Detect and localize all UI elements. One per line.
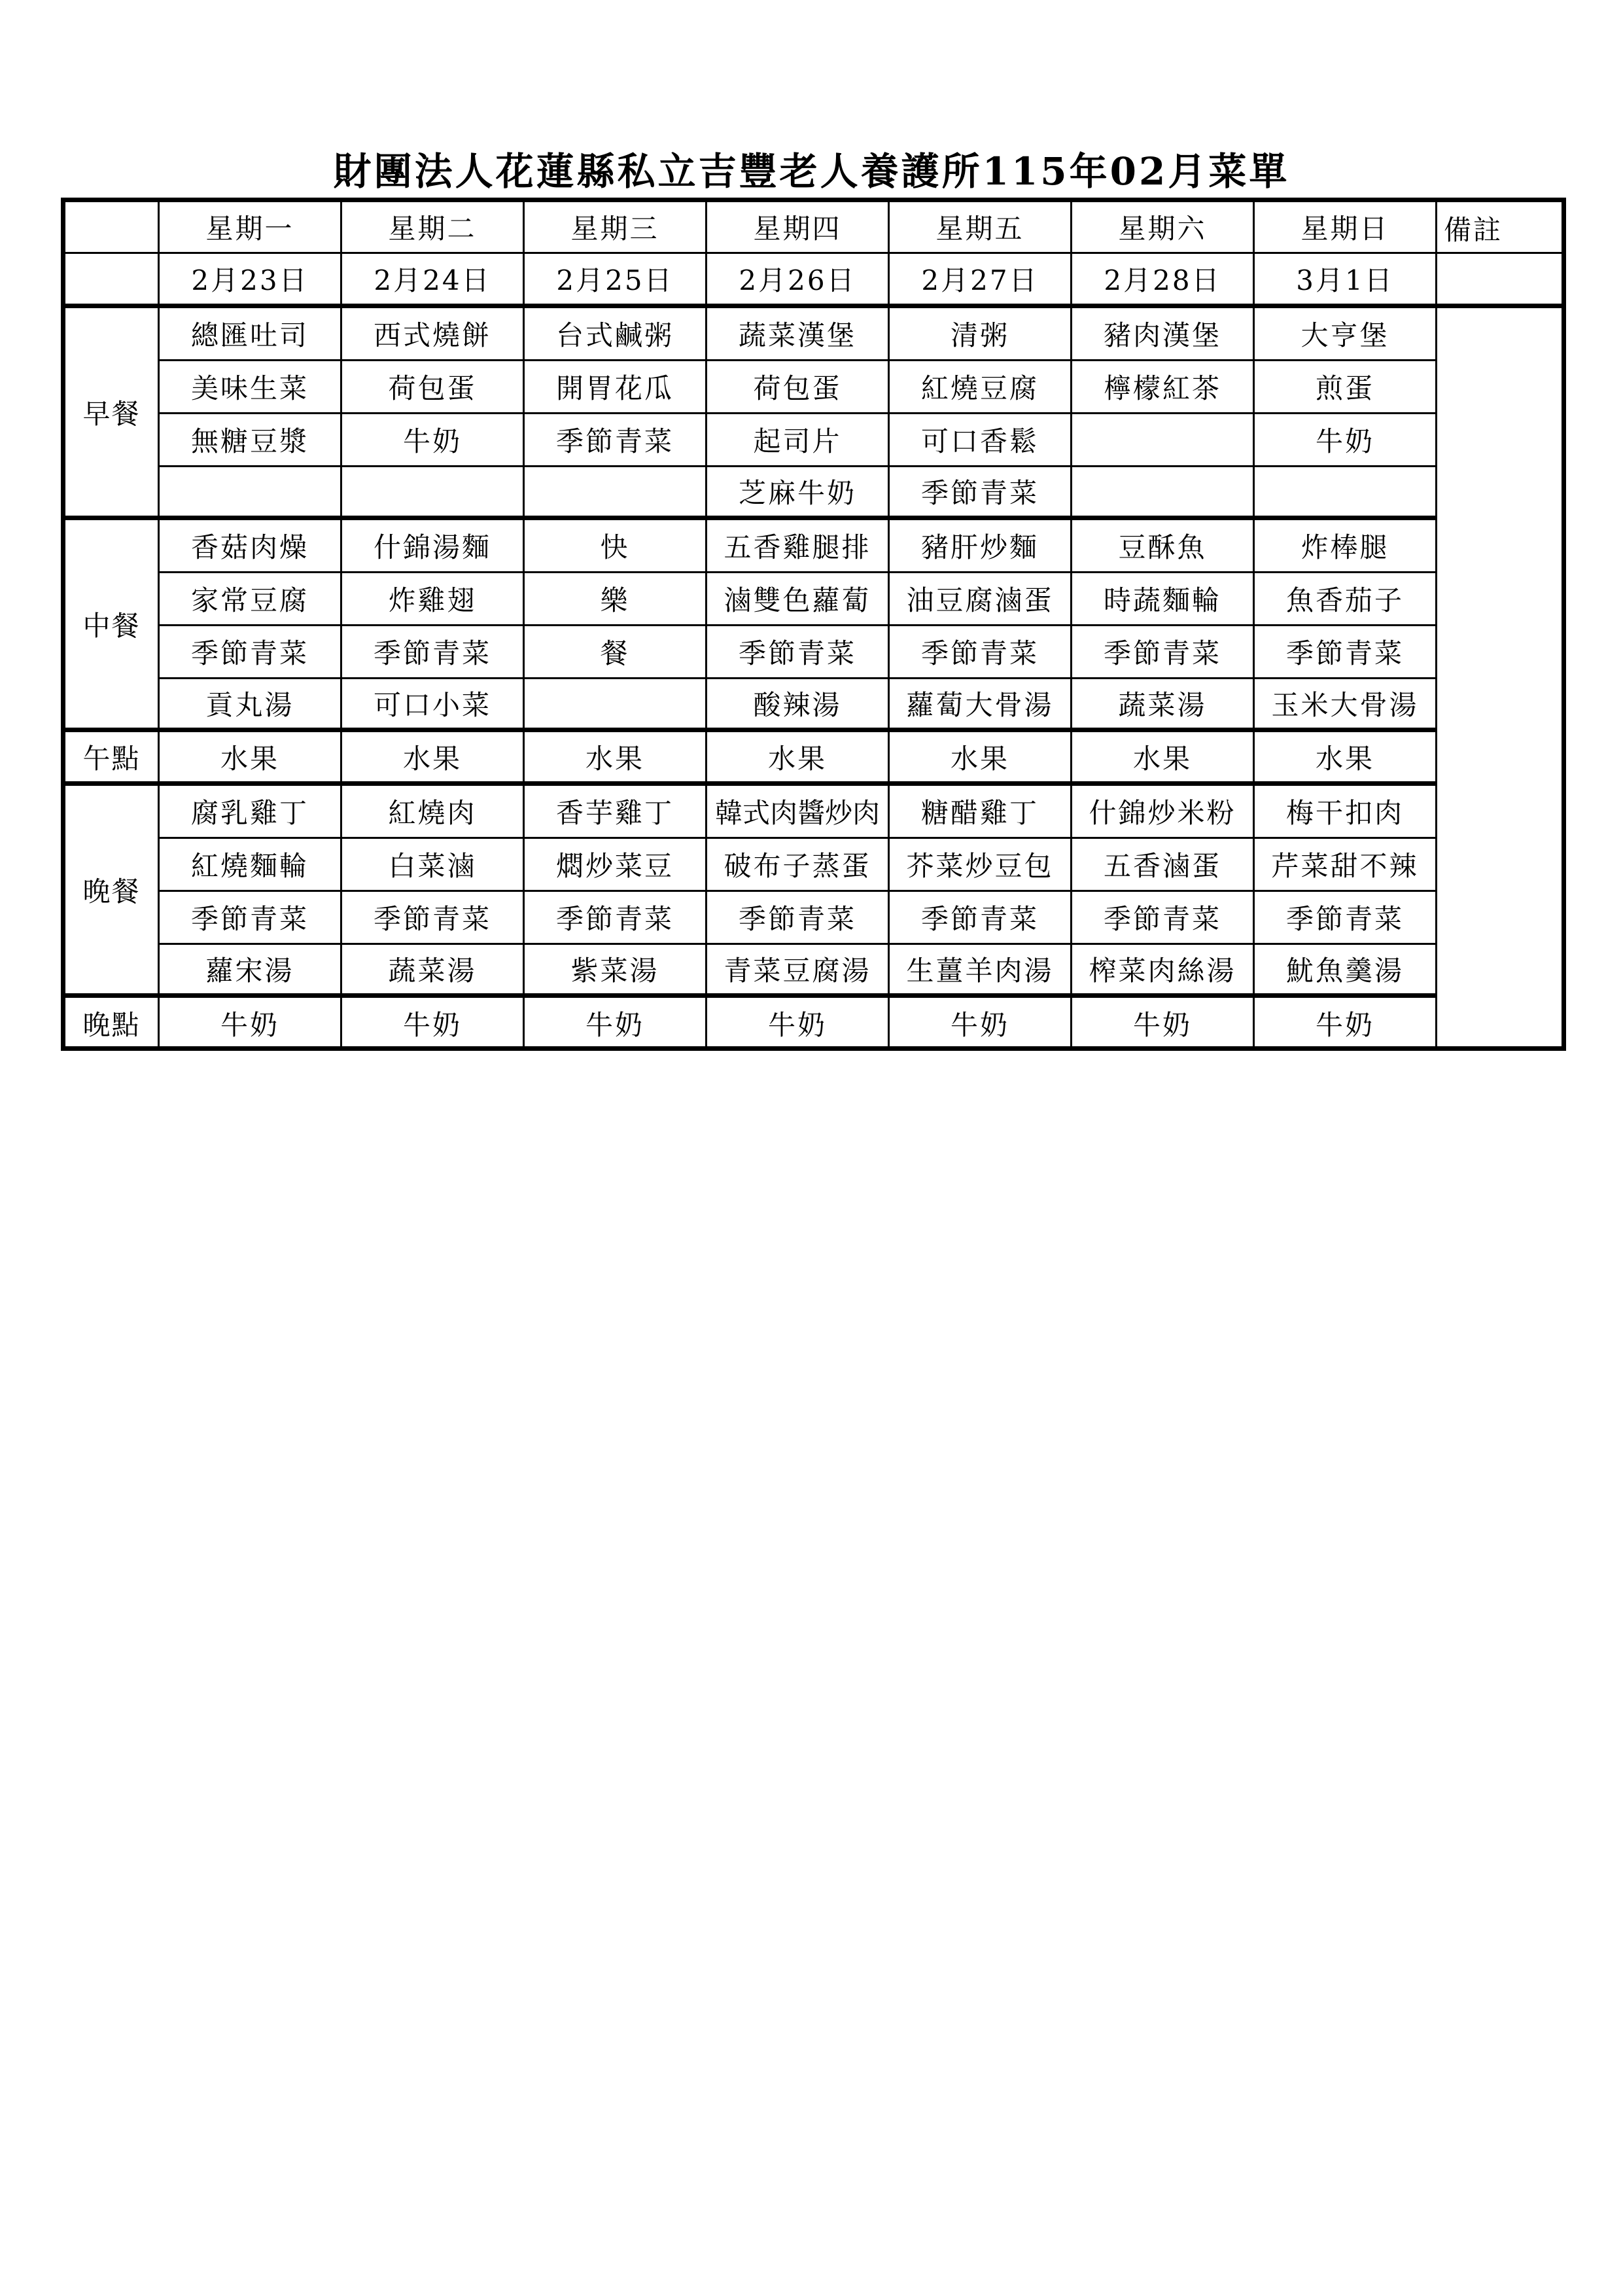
breakfast-dish: 煎蛋 <box>1255 361 1437 414</box>
lunch-dish: 酸辣湯 <box>707 679 890 732</box>
day-header: 星期五 <box>890 202 1072 254</box>
menu-grid <box>65 202 1562 1046</box>
breakfast-dish: 起司片 <box>707 414 890 467</box>
breakfast-dish: 台式鹹粥 <box>525 308 707 361</box>
lunch-dish: 貢丸湯 <box>160 679 342 732</box>
afternoon-snack-dish: 水果 <box>525 732 707 786</box>
dinner-dish: 季節青菜 <box>160 892 342 945</box>
breakfast-dish: 季節青菜 <box>890 467 1072 520</box>
dinner-dish: 糖醋雞丁 <box>890 786 1072 839</box>
breakfast-dish: 西式燒餅 <box>342 308 525 361</box>
date-cell: 2月23日 <box>160 254 342 308</box>
lunch-dish: 豆酥魚 <box>1072 520 1255 573</box>
afternoon-snack-dish: 水果 <box>1255 732 1437 786</box>
date-cell: 2月28日 <box>1072 254 1255 308</box>
breakfast-dish: 美味生菜 <box>160 361 342 414</box>
dinner-dish: 榨菜肉絲湯 <box>1072 945 1255 998</box>
night-snack-dish: 牛奶 <box>525 998 707 1048</box>
breakfast-dish <box>525 467 707 520</box>
lunch-dish: 蘿蔔大骨湯 <box>890 679 1072 732</box>
day-header: 星期日 <box>1255 202 1437 254</box>
header-corner <box>65 202 160 254</box>
lunch-dish: 五香雞腿排 <box>707 520 890 573</box>
night-snack-dish: 牛奶 <box>160 998 342 1048</box>
breakfast-dish: 季節青菜 <box>525 414 707 467</box>
breakfast-dish: 蔬菜漢堡 <box>707 308 890 361</box>
breakfast-dish: 清粥 <box>890 308 1072 361</box>
dinner-dish: 季節青菜 <box>525 892 707 945</box>
lunch-dish: 可口小菜 <box>342 679 525 732</box>
dinner-dish: 紅燒肉 <box>342 786 525 839</box>
lunch-dish: 什錦湯麵 <box>342 520 525 573</box>
breakfast-dish: 芝麻牛奶 <box>707 467 890 520</box>
dinner-dish: 生薑羊肉湯 <box>890 945 1072 998</box>
breakfast-dish <box>1072 414 1255 467</box>
lunch-dish: 炸雞翅 <box>342 573 525 626</box>
night-snack-dish: 牛奶 <box>342 998 525 1048</box>
breakfast-dish: 牛奶 <box>342 414 525 467</box>
night-snack-dish: 牛奶 <box>890 998 1072 1048</box>
lunch-dish: 玉米大骨湯 <box>1255 679 1437 732</box>
breakfast-dish: 大亨堡 <box>1255 308 1437 361</box>
night-snack-dish: 牛奶 <box>707 998 890 1048</box>
dinner-dish: 青菜豆腐湯 <box>707 945 890 998</box>
afternoon-snack-dish: 水果 <box>707 732 890 786</box>
breakfast-dish: 可口香鬆 <box>890 414 1072 467</box>
remark-header: 備註 <box>1437 202 1562 254</box>
breakfast-dish: 無糖豆漿 <box>160 414 342 467</box>
breakfast-dish: 開胃花瓜 <box>525 361 707 414</box>
lunch-dish: 季節青菜 <box>1072 626 1255 679</box>
dinner-dish: 紅燒麵輪 <box>160 839 342 892</box>
lunch-dish: 樂 <box>525 573 707 626</box>
dinner-dish: 魷魚羹湯 <box>1255 945 1437 998</box>
breakfast-dish: 豬肉漢堡 <box>1072 308 1255 361</box>
day-header: 星期三 <box>525 202 707 254</box>
lunch-dish: 快 <box>525 520 707 573</box>
breakfast-dish <box>1072 467 1255 520</box>
day-header: 星期六 <box>1072 202 1255 254</box>
dinner-dish: 什錦炒米粉 <box>1072 786 1255 839</box>
night-snack-label: 晚點 <box>65 998 160 1048</box>
day-header: 星期一 <box>160 202 342 254</box>
lunch-dish: 季節青菜 <box>160 626 342 679</box>
date-cell: 2月27日 <box>890 254 1072 308</box>
dinner-dish: 芹菜甜不辣 <box>1255 839 1437 892</box>
breakfast-dish: 總匯吐司 <box>160 308 342 361</box>
lunch-dish: 家常豆腐 <box>160 573 342 626</box>
lunch-dish: 油豆腐滷蛋 <box>890 573 1072 626</box>
breakfast-dish: 荷包蛋 <box>707 361 890 414</box>
dinner-dish: 蔬菜湯 <box>342 945 525 998</box>
breakfast-label: 早餐 <box>65 308 160 520</box>
lunch-dish: 季節青菜 <box>1255 626 1437 679</box>
afternoon-snack-dish: 水果 <box>1072 732 1255 786</box>
dinner-dish: 蘿宋湯 <box>160 945 342 998</box>
page-title: 財團法人花蓮縣私立吉豐老人養護所115年02月菜單 <box>333 149 1290 194</box>
lunch-dish: 香菇肉燥 <box>160 520 342 573</box>
breakfast-dish: 檸檬紅茶 <box>1072 361 1255 414</box>
date-cell: 2月25日 <box>525 254 707 308</box>
dinner-dish: 燜炒菜豆 <box>525 839 707 892</box>
lunch-dish: 時蔬麵輪 <box>1072 573 1255 626</box>
afternoon-snack-label: 午點 <box>65 732 160 786</box>
date-cell: 3月1日 <box>1255 254 1437 308</box>
dinner-dish: 韓式肉醬炒肉 <box>707 786 890 839</box>
breakfast-dish <box>160 467 342 520</box>
date-cell: 2月26日 <box>707 254 890 308</box>
dinner-dish: 腐乳雞丁 <box>160 786 342 839</box>
day-header: 星期四 <box>707 202 890 254</box>
breakfast-dish: 紅燒豆腐 <box>890 361 1072 414</box>
remark-date-blank <box>1437 254 1562 308</box>
night-snack-dish: 牛奶 <box>1072 998 1255 1048</box>
dinner-dish: 季節青菜 <box>1072 892 1255 945</box>
menu-table <box>61 198 1566 1051</box>
dinner-dish: 紫菜湯 <box>525 945 707 998</box>
dinner-label: 晚餐 <box>65 786 160 998</box>
afternoon-snack-dish: 水果 <box>342 732 525 786</box>
lunch-label: 中餐 <box>65 520 160 732</box>
dinner-dish: 季節青菜 <box>707 892 890 945</box>
dinner-dish: 五香滷蛋 <box>1072 839 1255 892</box>
dinner-dish: 芥菜炒豆包 <box>890 839 1072 892</box>
dinner-dish: 香芋雞丁 <box>525 786 707 839</box>
night-snack-dish: 牛奶 <box>1255 998 1437 1048</box>
dinner-dish: 季節青菜 <box>890 892 1072 945</box>
dinner-dish: 破布子蒸蛋 <box>707 839 890 892</box>
lunch-dish <box>525 679 707 732</box>
breakfast-dish: 荷包蛋 <box>342 361 525 414</box>
lunch-dish: 蔬菜湯 <box>1072 679 1255 732</box>
remarks-column <box>1437 308 1562 1048</box>
lunch-dish: 炸棒腿 <box>1255 520 1437 573</box>
day-header: 星期二 <box>342 202 525 254</box>
date-cell: 2月24日 <box>342 254 525 308</box>
breakfast-dish: 牛奶 <box>1255 414 1437 467</box>
afternoon-snack-dish: 水果 <box>160 732 342 786</box>
dinner-dish: 白菜滷 <box>342 839 525 892</box>
breakfast-dish <box>342 467 525 520</box>
date-corner <box>65 254 160 308</box>
lunch-dish: 季節青菜 <box>342 626 525 679</box>
lunch-dish: 餐 <box>525 626 707 679</box>
lunch-dish: 季節青菜 <box>707 626 890 679</box>
dinner-dish: 季節青菜 <box>342 892 525 945</box>
lunch-dish: 季節青菜 <box>890 626 1072 679</box>
lunch-dish: 滷雙色蘿蔔 <box>707 573 890 626</box>
dinner-dish: 季節青菜 <box>1255 892 1437 945</box>
lunch-dish: 豬肝炒麵 <box>890 520 1072 573</box>
breakfast-dish <box>1255 467 1437 520</box>
afternoon-snack-dish: 水果 <box>890 732 1072 786</box>
lunch-dish: 魚香茄子 <box>1255 573 1437 626</box>
dinner-dish: 梅干扣肉 <box>1255 786 1437 839</box>
